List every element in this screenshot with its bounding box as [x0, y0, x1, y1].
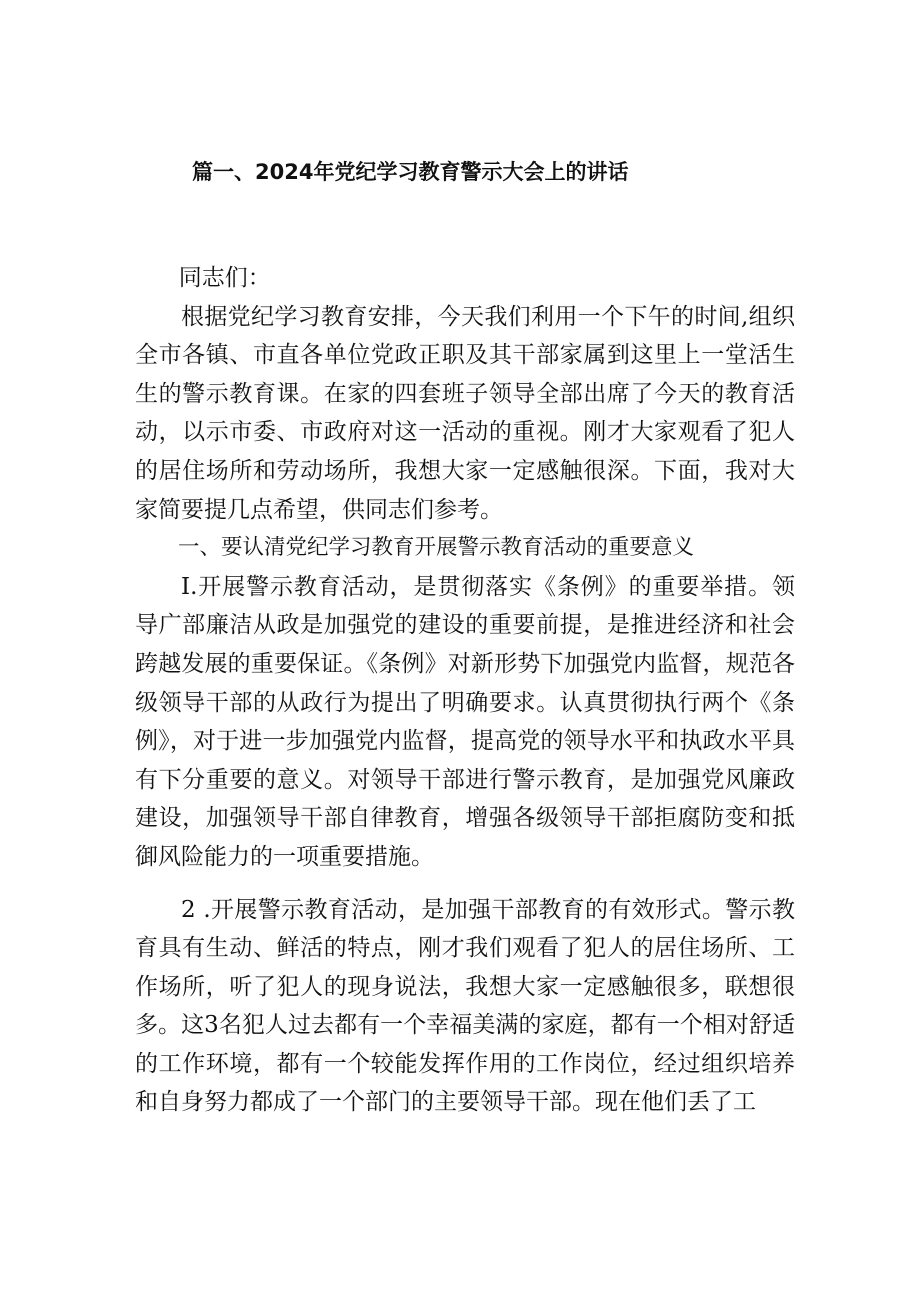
salutation: 同志们： [178, 265, 271, 291]
paragraph-intro: 根据党纪学习教育安排，今天我们利用一个下午的时间,组织全市各镇、市直各单位党政正职及其干部家属到这里上一堂活生生的警示教育课。在家的四套班子领导全部出席了今天的教育活动，以示市委、市政府对这一活动的重视。刚才大家观看了犯人的居住场所和劳动场所，我想大家一定感触很深。下面，我对大家简要提几点希望，供同志们参考。 [135, 303, 795, 523]
paragraph-point-2: 2 .开展警示教育活动，是加强干部教育的有效形式。警示教育具有生动、鲜活的特点，刚才我们观看了犯人的居住场所、工作场所，听了犯人的现身说法，我想大家一定感触很多，联想很多。这3名犯人过去都有一个幸福美满的家庭，都有一个相对舒适的工作环境，都有一个较能发挥作用的工作岗位，经过组织培养和自身努力都成了一个部门的主要领导干部。现在他们丢了工 [135, 896, 795, 1116]
paragraph-point-1: I.开展警示教育活动，是贯彻落实《条例》的重要举措。领导广部廉洁从政是加强党的建设的重要前提，是推进经济和社会跨越发展的重要保证。《条例》对新形势下加强党内监督，规范各级领导干部的从政行为提出了明确要求。认真贯彻执行两个《条例》，对于进一步加强党内监督，提高党的领导水平和执政水平具有下分重要的意义。对领导干部进行警示教育，是加强党风廉政建设，加强领导干部自律教育，增强各级领导干部拒腐防变和抵御风险能力的一项重要措施。 [135, 573, 795, 870]
document-title: 篇一、2024年党纪学习教育警示大会上的讲话 [192, 160, 629, 184]
document-body [135, 259, 795, 1122]
section-heading-1: 一、要认清党纪学习教育开展警示教育活动的重要意义 [178, 535, 695, 561]
